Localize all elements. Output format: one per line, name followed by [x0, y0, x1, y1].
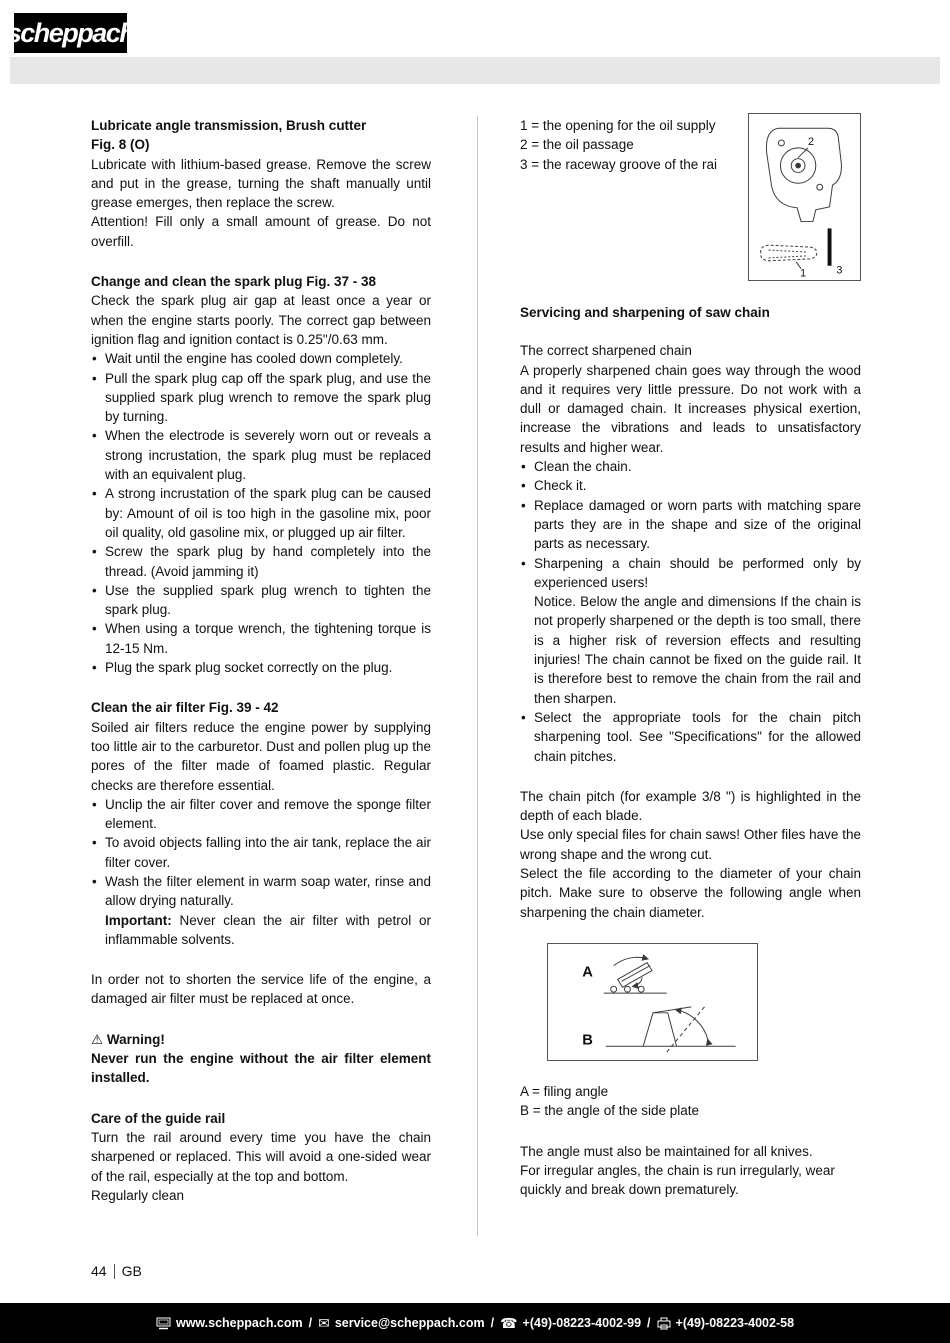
paragraph: The chain pitch (for example 3/8 ") is highlighted in the depth of each blade. — [520, 788, 861, 824]
right-column — [520, 116, 861, 1199]
heading-line: Lubricate angle transmission, Brush cutter — [91, 118, 367, 133]
footer-separator: / — [647, 1316, 651, 1330]
column-divider — [477, 116, 478, 1236]
list-item — [520, 554, 861, 708]
notice-text: Notice. Below the angle and dimensions If the chain is not properly sharpened or the depth is too small, there is a higher risk of reversion effects and resulting injuries! The chain cannot be fixed on the guide rail. It is therefore best to remove the chain from the rail and then sharpen. — [534, 594, 861, 706]
paragraph: A properly sharpened chain goes way through the wood and it requires very little pressure. Do not work with a dull or damaged chain. It increases physical exertion, increase the vibrations and leads to unsatisfactory results and higher wear. — [520, 362, 861, 455]
chain-sharpening-steps — [520, 457, 861, 766]
left-column — [91, 116, 431, 1205]
list-item: • To avoid objects falling into the air tank, replace the air filter cover. — [91, 833, 431, 872]
paragraph: Use only special files for chain saws! Other files have the wrong shape and the wrong cut. — [520, 827, 861, 862]
list-item: • When the electrode is severely worn out or reveals a strong incrustation, the spark plug must be replaced with an equivalent plug. — [91, 426, 431, 484]
footer-email-segment — [318, 1315, 485, 1332]
content-columns — [91, 116, 861, 1236]
fax-icon — [657, 1317, 671, 1330]
footer-website-segment — [156, 1316, 303, 1330]
paragraph: The correct sharpened chain — [520, 343, 692, 359]
page-number-divider — [114, 1264, 115, 1279]
footer-phone: +(49)-08223-4002-99 — [522, 1316, 642, 1330]
page-language: GB — [121, 1263, 142, 1279]
paragraph: In order not to shorten the service life of the engine, a damaged air filter must be replaced at once. — [91, 972, 431, 1007]
list-item: • Unclip the air filter cover and remove the sponge filter element. — [91, 795, 431, 834]
list-item: • Clean the chain. — [520, 457, 861, 476]
paragraph: For irregular angles, the chain is run irregularly, wear quickly and break down prematurely. — [520, 1162, 835, 1198]
important-label: Important: — [105, 912, 172, 928]
page-number-value: 44 — [91, 1263, 107, 1279]
paragraph: Select the file according to the diameter of your chain pitch. Make sure to observe the following angle when sharpening the chain diameter. — [520, 866, 861, 920]
page-number — [91, 1263, 142, 1279]
footer-fax: +(49)-08223-4002-58 — [675, 1316, 795, 1330]
paragraph: Attention! Fill only a small amount of grease. Do not overfill. — [91, 214, 431, 249]
paragraph: Lubricate with lithium-based grease. Remove the screw and put in the grease, turning the shaft manually until grease emerges, then replace the screw. — [91, 156, 431, 211]
paragraph: Check the spark plug air gap at least once a year or when the engine starts poorly. The correct gap between ignition flag and ignition contact is 0.25"/0.63 mm. — [91, 293, 431, 347]
fig1-label-1: 1 — [800, 267, 807, 280]
email-icon: ✉ — [318, 1314, 330, 1331]
list-item: • Use the supplied spark plug wrench to tighten the spark plug. — [91, 581, 431, 620]
heading-line: Fig. 8 (O) — [91, 137, 150, 153]
phone-icon: ☎ — [500, 1314, 518, 1331]
warning-block — [91, 1030, 431, 1088]
paragraph: Soiled air filters reduce the engine power by supplying too little air to the carburetor. Dust and pollen plug up the pores of the filter made of foamed plastic. Regular checks are therefore essential. — [91, 719, 431, 793]
legend-line: B = the angle of the side plate — [520, 1103, 700, 1119]
list-item — [91, 872, 431, 949]
legend-line: 2 = the oil passage — [520, 137, 634, 153]
list-item: • Check it. — [520, 476, 861, 495]
bullet-text: Sharpening a chain should be performed only by experienced users! — [534, 555, 861, 590]
scheppach-logo: scheppach — [14, 13, 127, 53]
fig2-label-b: B — [582, 1032, 593, 1049]
footer-separator: / — [308, 1316, 313, 1330]
bullet-text: Wash the filter element in warm soap water, rinse and allow drying naturally. — [105, 873, 431, 909]
header-band — [10, 57, 940, 84]
legend-line: 1 = the opening for the oil supply — [520, 118, 716, 133]
paragraph: The angle must also be maintained for all knives. — [520, 1143, 813, 1159]
warning-title-text: Warning! — [103, 1031, 165, 1047]
oil-legend-block — [520, 116, 861, 284]
list-item: • Wait until the engine has cooled down completely. — [91, 349, 431, 368]
list-item: • Screw the spark plug by hand completely into the thread. (Avoid jamming it) — [91, 542, 431, 581]
list-item: • Select the appropriate tools for the chain pitch sharpening tool. See "Specifications" for the allowed chain pitches. — [520, 708, 861, 766]
footer-separator: / — [490, 1316, 495, 1330]
computer-icon — [156, 1317, 171, 1330]
fig2-label-a: A — [582, 964, 593, 981]
fig-oil-passage-diagram — [748, 113, 861, 281]
warning-text: Never run the engine without the air filter element installed. — [91, 1051, 431, 1086]
fig1-label-3: 3 — [836, 264, 843, 277]
list-item: • Pull the spark plug cap off the spark plug, and use the supplied spark plug wrench to remove the spark plug by turning. — [91, 369, 431, 427]
section-heading: Clean the air filter Fig. 39 - 42 — [91, 700, 279, 716]
spark-plug-steps — [91, 349, 431, 677]
footer-website: www.scheppach.com — [175, 1316, 303, 1330]
paragraph: Turn the rail around every time you have the chain sharpened or replaced. This will avoid a one-sided wear of the rail, especially at the top and bottom. — [91, 1129, 431, 1184]
air-filter-steps — [91, 795, 431, 949]
section-heading: Care of the guide rail — [91, 1110, 226, 1126]
fig-filing-angle-diagram — [547, 943, 758, 1061]
list-item: • A strong incrustation of the spark plug can be caused by: Amount of oil is too high in the gasoline mix, poor oil quality, old gasoline mix, or plugged up air filter. — [91, 484, 431, 542]
list-item: • When using a torque wrench, the tightening torque is 12-15 Nm. — [91, 619, 431, 658]
footer-phone-segment — [500, 1315, 641, 1332]
fig1-label-2: 2 — [807, 135, 814, 148]
footer-fax-segment — [657, 1316, 795, 1330]
section-heading: Change and clean the spark plug Fig. 37 - 38 — [91, 274, 377, 290]
list-item: • Replace damaged or worn parts with matching spare parts they are in the shape and size of the original parts as necessary. — [520, 496, 861, 554]
important-text: Never clean the air filter with petrol or inflammable solvents. — [105, 912, 431, 947]
section-heading — [91, 116, 431, 155]
legend-line: 3 = the raceway groove of the rai — [520, 156, 717, 172]
list-item: • Plug the spark plug socket correctly on the plug. — [91, 658, 431, 677]
warning-icon: ⚠ — [91, 1031, 104, 1047]
footer-contact-bar — [0, 1303, 950, 1343]
important-note — [105, 911, 431, 950]
section-heading: Servicing and sharpening of saw chain — [520, 305, 770, 320]
footer-email: service@scheppach.com — [334, 1316, 485, 1330]
paragraph: Regularly clean — [91, 1187, 185, 1203]
legend-line: A = filing angle — [520, 1083, 609, 1099]
warning-title — [91, 1030, 431, 1049]
